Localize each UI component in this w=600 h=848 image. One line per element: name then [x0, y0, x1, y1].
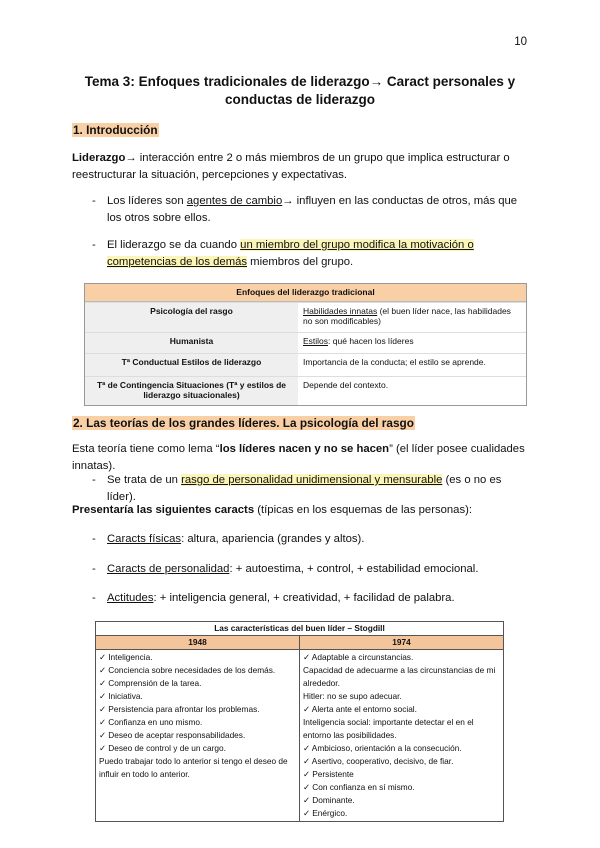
table-cell-description: Importancia de la conducta; el estilo se aprende. [303, 357, 486, 367]
table-cell-approach: Psicología del rasgo [85, 303, 298, 332]
bullet-text: Se trata de un [107, 474, 182, 486]
characteristic-label: Caracts de personalidad [107, 563, 230, 575]
highlighted-phrase: un miembro del grupo modifica la motivación o competencias de los demás [107, 239, 474, 268]
section-heading-text: 2. Las teorías de los grandes líderes. La psicología del rasgo [73, 416, 414, 430]
bullet-text: Los líderes son [107, 195, 187, 207]
year-1974: 1974 [392, 637, 411, 647]
trait-line: ✓ Deseo de aceptar responsabilidades. [99, 730, 246, 740]
section-heading-intro [72, 121, 159, 139]
page-number: 10 [514, 36, 527, 48]
definition-term: Liderazgo [72, 152, 126, 164]
trait-line: ✓ Enérgico. [303, 808, 348, 818]
characteristics-intro [72, 502, 527, 519]
table-row [85, 353, 526, 376]
traditional-approaches-table [84, 283, 527, 406]
bullet-dash: - [92, 239, 96, 251]
trait-line: ✓ Comprensión de la tarea. [99, 678, 202, 688]
trait-line: alrededor. [303, 678, 340, 688]
highlighted-phrase: rasgo de personalidad unidimensional y mensurable [181, 474, 443, 486]
year-1948: 1948 [96, 636, 300, 649]
table-cell-approach: Tª Conductual Estilos de liderazgo [85, 354, 298, 376]
characteristic-label: Actitudes [107, 592, 154, 604]
cell-text: (el buen líder nace, las habilidades no son modificables) [303, 306, 511, 326]
bullet-item [92, 193, 522, 227]
table-cell-description [298, 333, 526, 353]
characteristic-text: : + inteligencia general, + creatividad, + facilidad de palabra. [153, 592, 455, 604]
leadership-definition [72, 150, 527, 184]
bullet-text: miembros del grupo. [247, 256, 354, 268]
table-row [85, 302, 526, 332]
trait-line: ✓ Deseo de control y de un cargo. [99, 743, 226, 753]
traits-columns [96, 650, 503, 821]
trait-line: Puedo trabajar todo lo anterior si tengo el deseo de [99, 756, 288, 766]
table-row [85, 376, 526, 405]
theory-motto: los líderes nacen y no se hacen [219, 443, 390, 455]
trait-line: influir en todo lo anterior. [99, 769, 190, 779]
trait-line: ✓ Conciencia sobre necesidades de los demás. [99, 665, 276, 675]
trait-line: ✓ Iniciativa. [99, 691, 143, 701]
underlined-term: Habilidades innatas [303, 306, 378, 316]
bullet-item [92, 590, 532, 607]
trait-line: ✓ Ambicioso, orientación a la consecución. [303, 743, 462, 753]
cell-text: : qué hacen los líderes [328, 336, 414, 346]
theory-paragraph [72, 441, 527, 475]
trait-line: ✓ Asertivo, cooperativo, decisivo, de fiar. [303, 756, 454, 766]
page-title: Tema 3: Enfoques tradicionales de liderazgo→ Caract personales y conductas de liderazgo [84, 74, 516, 107]
traits-1974-column [300, 650, 503, 821]
bullet-item [92, 531, 532, 548]
section-heading-text: 1. Introducción [73, 123, 158, 137]
bullet-item [92, 561, 532, 578]
trait-line: ✓ Con confianza en sí mismo. [303, 782, 415, 792]
trait-line: Hitler: no se supo adecuar. [303, 691, 402, 701]
table-cell-description: Depende del contexto. [303, 380, 389, 390]
characteristic-text: : + autoestima, + control, + estabilidad emocional. [229, 563, 479, 575]
bullet-dash: - [92, 195, 96, 207]
trait-line: ✓ Persistente [303, 769, 354, 779]
trait-line: ✓ Confianza en uno mismo. [99, 717, 203, 727]
table-cell-approach: Humanista [85, 333, 298, 353]
section-heading-traits [72, 414, 415, 432]
bullet-item [92, 472, 532, 506]
intro-text: (típicas en los esquemas de las personas): [254, 504, 472, 516]
table-header: Enfoques del liderazgo tradicional [85, 284, 526, 302]
characteristic-label: Caracts físicas [107, 533, 182, 545]
stogdill-traits-table [95, 621, 504, 822]
trait-line: entorno las posibilidades. [303, 730, 397, 740]
trait-line: ✓ Alerta ante el entorno social. [303, 704, 417, 714]
paragraph-text: Esta teoría tiene como lema “ [72, 443, 220, 455]
bullet-dash: - [92, 533, 96, 545]
underlined-term: agentes de cambio [186, 195, 283, 207]
trait-line: ✓ Dominante. [303, 795, 355, 805]
characteristic-text: : altura, apariencia (grandes y altos). [181, 533, 365, 545]
bullet-text: (es o no es líder). [107, 474, 502, 503]
definition-text: → interacción entre 2 o más miembros de un grupo que implica estructurar o reestructurar la situación, percepciones y expectativas. [72, 152, 510, 181]
bullet-dash: - [92, 474, 96, 486]
bullet-dash: - [92, 563, 96, 575]
trait-line: Capacidad de adecuarme a las circunstancias de mi [303, 665, 496, 675]
table-cell-description [298, 303, 526, 332]
bullet-dash: - [92, 592, 96, 604]
bullet-item [92, 237, 522, 271]
traits-1948-column [96, 650, 300, 821]
intro-bold: Presentaría las siguientes caracts [72, 504, 255, 516]
trait-line: ✓ Adaptable a circunstancias. [303, 652, 414, 662]
table-cell-approach: Tª de Contingencia Situaciones (Tª y estilos de liderazgo situacionales) [85, 377, 298, 405]
year-header-row [96, 636, 503, 650]
bullet-text: → influyen en las conductas de otros, más que los otros sobre ellos. [107, 195, 518, 224]
trait-line: Inteligencia social: importante detectar el en el [303, 717, 474, 727]
paragraph-text: ” (el líder posee cualidades innatas). [72, 443, 525, 472]
trait-line: ✓ Persistencia para afrontar los problemas. [99, 704, 260, 714]
underlined-term: Estilos [303, 336, 329, 346]
bullet-text: El liderazgo se da cuando [107, 239, 241, 251]
table-row [85, 332, 526, 353]
table-caption: Las características del buen líder – Stogdill [96, 622, 503, 636]
trait-line: ✓ Inteligencia. [99, 652, 153, 662]
